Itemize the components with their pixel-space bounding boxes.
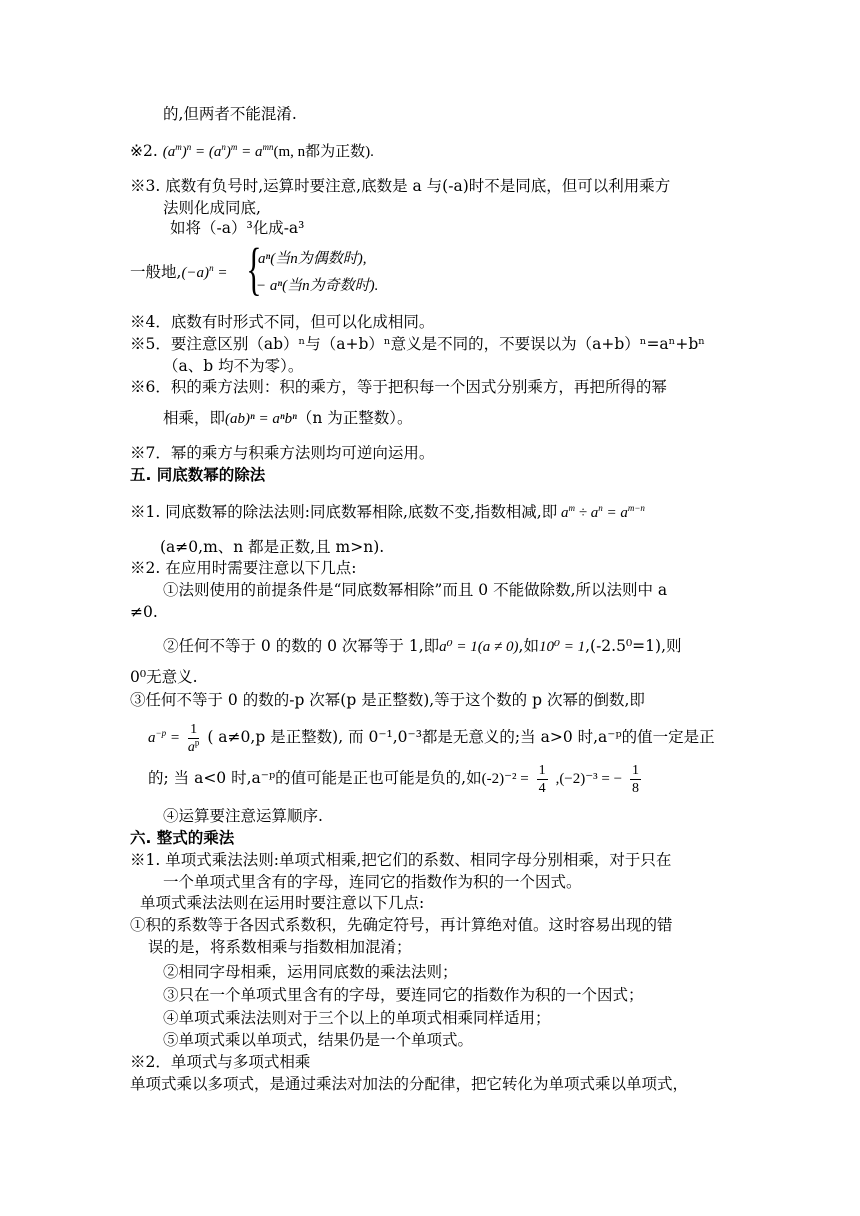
text-line: ≠0. xyxy=(130,603,158,621)
text-line: ②相同字母相乘，运用同底数的乘法法则； xyxy=(163,963,458,981)
formula-zero-power: ②任何不等于 0 的数的 0 次幂等于 1,即a⁰ = 1(a ≠ 0),如10⁰ = 1,(-2.5⁰=1),则 xyxy=(163,637,682,655)
text-line: ※5．要注意区别（ab）ⁿ与（a+b）ⁿ意义是不同的，不要误以为（a+b）ⁿ=aⁿ+bⁿ xyxy=(130,335,705,353)
text-line: 单项式乘法法则在运用时要注意以下几点: xyxy=(140,894,425,912)
fraction-one-over-ap: $\frac{1}{a^p}$ xyxy=(187,721,200,755)
fraction-one-quarter: $\frac{1}{4}$ xyxy=(538,762,546,796)
piecewise-case-even: aⁿ(当n为偶数时), xyxy=(258,251,367,267)
formula-product-power: 相乘，即(ab)ⁿ = aⁿbⁿ（n 为正整数）。 xyxy=(163,409,413,427)
text-line: (a≠0,m、n 都是正数,且 m>n). xyxy=(160,538,385,556)
text-line: （a、b 均不为零）。 xyxy=(163,357,304,375)
text-line: ※1. 单项式乘法法则:单项式相乘,把它们的系数、相同字母分别相乘，对于只在 xyxy=(130,851,672,869)
text-line: ①法则使用的前提条件是“同底数幂相除”而且 0 不能做除数,所以法则中 a xyxy=(163,581,668,599)
formula-power-of-power: ※2. $(a^m)^n = (a^n)^m = a^{mn}(m$, n都为正数). xyxy=(130,142,374,160)
text-line: ※3. 底数有负号时,运算时要注意,底数是 a 与(-a)时不是同底，但可以利用乘方 xyxy=(130,177,671,195)
text-line: ③任何不等于 0 的数的-p 次幂(p 是正整数),等于这个数的 p 次幂的倒数,即 xyxy=(130,691,645,709)
text-line: 一个单项式里含有的字母，连同它的指数作为积的一个因式。 xyxy=(163,873,582,891)
text-line: ※2．单项式与多项式相乘 xyxy=(130,1053,311,1071)
text-line: 法则化成同底, xyxy=(163,199,261,217)
text-line: ※6．积的乘方法则：积的乘方，等于把积每一个因式分别乘方，再把所得的幂 xyxy=(130,378,667,396)
section-heading-6: 六. 整式的乘法 xyxy=(130,829,235,847)
text-line: 如将（-a）³化成-a³ xyxy=(170,219,305,237)
section-heading-5: 五. 同底数幂的除法 xyxy=(130,466,266,484)
piecewise-formula: 一般地$,(-a)^n$ = xyxy=(130,263,228,281)
brace-symbol: { xyxy=(246,236,262,301)
text-line: ⑤单项式乘以单项式，结果仍是一个单项式。 xyxy=(163,1031,474,1049)
text-line: 误的是，将系数相乘与指数相加混淆； xyxy=(148,938,412,956)
text-line: 的,但两者不能混淆. xyxy=(163,105,297,123)
text-line: ③只在一个单项式里含有的字母，要连同它的指数作为积的一个因式； xyxy=(163,986,644,1004)
formula-negative-power: $a^{-p}$ = $\frac{1}{a^p}$ ( a≠0,p 是正整数), 而 0⁻¹,0⁻³都是无意义的;当 a>0 时,a⁻ᵖ的值一定是正 xyxy=(148,721,715,755)
text-line: ④运算要注意运算顺序. xyxy=(163,807,323,825)
text-line: ※2. 在应用时需要注意以下几点: xyxy=(130,559,357,577)
text-line: 0⁰无意义. xyxy=(130,668,198,686)
text-line: ※7．幂的乘方与积乘方法则均可逆向运用。 xyxy=(130,444,435,462)
fraction-one-eighth: $\frac{1}{8}$ xyxy=(632,762,640,796)
piecewise-case-odd: − aⁿ(当n为奇数时). xyxy=(256,278,379,294)
text-line: ④单项式乘法法则对于三个以上的单项式相乘同样适用； xyxy=(163,1009,551,1027)
text-line: ※4．底数有时形式不同，但可以化成相同。 xyxy=(130,313,435,331)
formula-quotient-rule: ※1. 同底数幂的除法法则:同底数幂相除,底数不变,指数相减,即 $a^m \div a^n = a^{m-n}$ xyxy=(130,503,645,521)
text-line: 单项式乘以多项式，是通过乘法对加法的分配律，把它转化为单项式乘以单项式， xyxy=(130,1075,689,1093)
text-line: ①积的系数等于各因式系数积，先确定符号，再计算绝对值。这时容易出现的错 xyxy=(130,916,673,934)
formula-negative-examples: 的; 当 a<0 时,a⁻ᵖ的值可能是正也可能是负的,如(-2)⁻² = $\frac{1}{4}$ ,(−2)⁻³ = − $\frac{1}{8}$ xyxy=(148,762,640,796)
